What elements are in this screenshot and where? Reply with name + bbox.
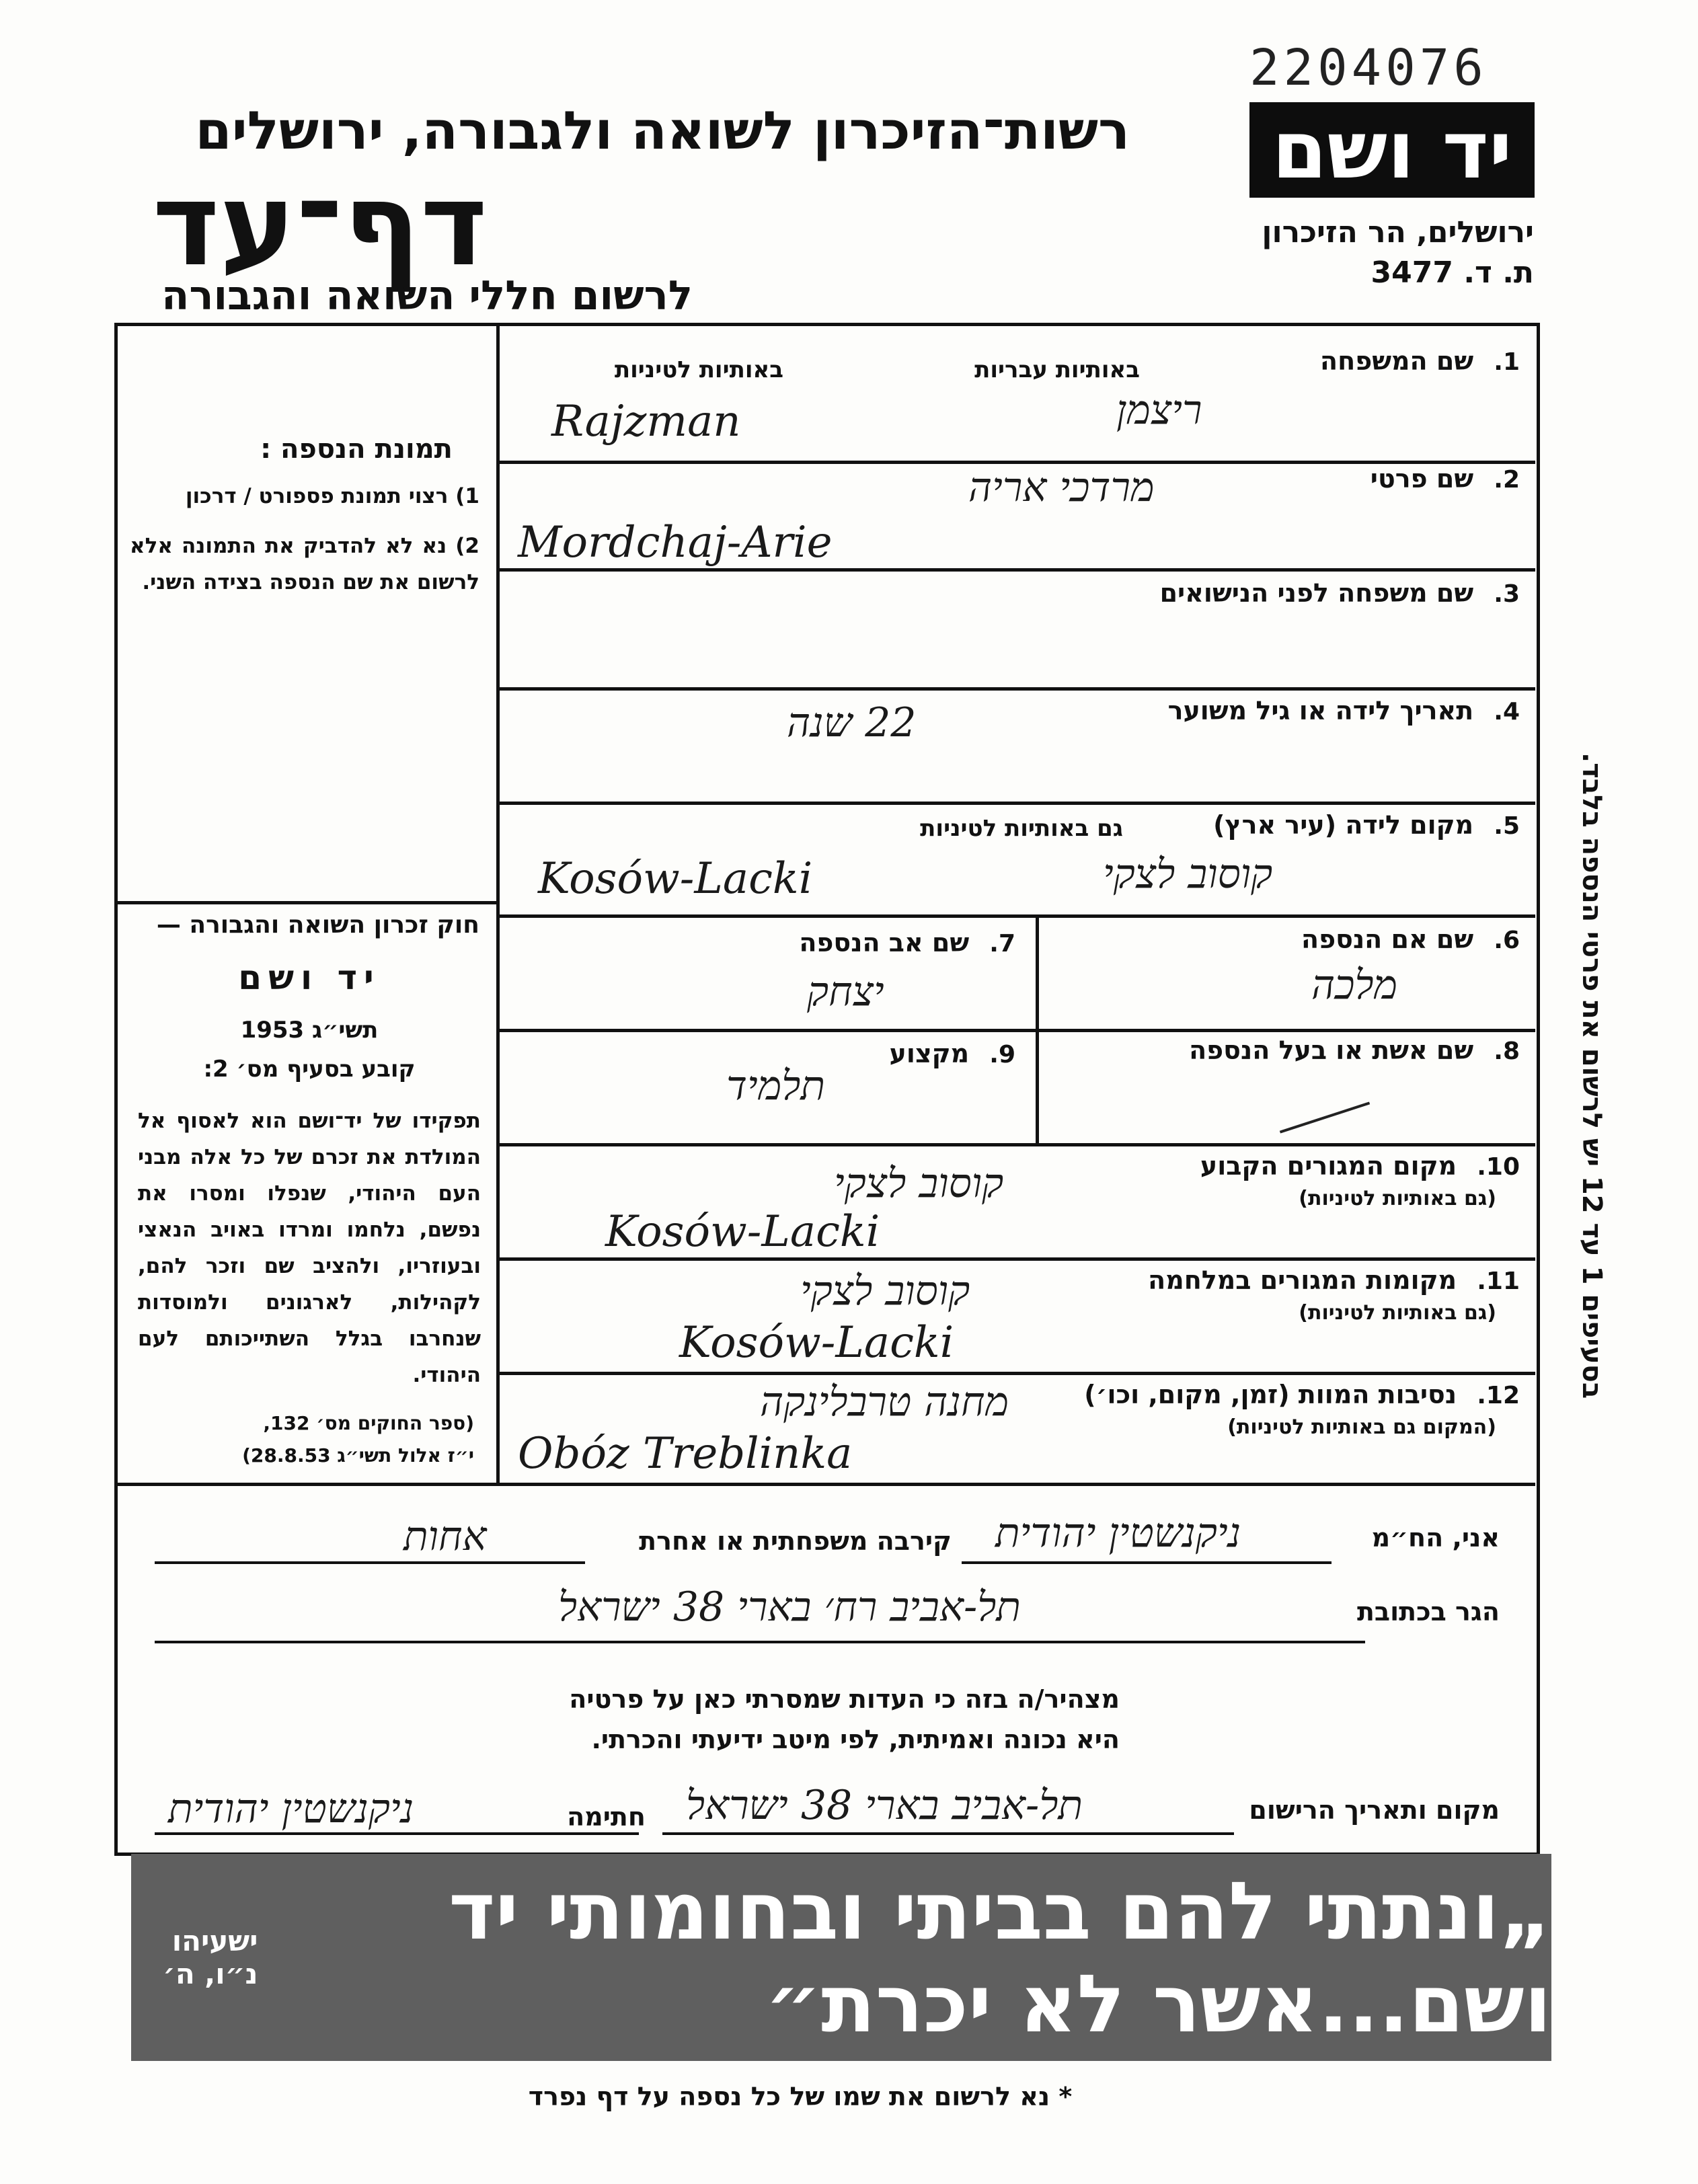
law-text: תפקידו של יד־ושם הוא לאסוף אל המולדת את זכרם של כל אלה מבני העם היהודי, שנפלו ומסרו את נפשם, נלחמו ומרדו באויב הנאצי ובעוזריו, ולהציב שם וזכר להם, לקהילות, לארגונים ולמוסדות שנחרבו בגלל השתייכותם לעם היהודי. [138, 1109, 481, 1387]
field-12-label [1084, 1380, 1520, 1409]
field-8-title: שם אשת או בעל הנספה [1189, 1036, 1474, 1065]
row-divider [496, 687, 1535, 691]
field-5-value-latin[interactable]: Kosów-Lacki [538, 854, 813, 904]
field-10-latin-note: (גם באותיות לטיניות) [1299, 1187, 1496, 1210]
field-11-title: מקומות המגורים במלחמה [1148, 1265, 1457, 1295]
institution-address [1262, 212, 1534, 293]
page-subtitle: לרשום חללי השואה והגבורה [161, 272, 693, 319]
field-7-label [799, 928, 1015, 958]
address-line: ירושלים, הר הזיכרון [1262, 215, 1534, 249]
field-2-num: 2. [1494, 466, 1520, 494]
side-instruction: בסעיפים 1 עד 12 יש לרשום את פרטי הנספה בלבד. [1576, 752, 1607, 1399]
sidebar-divider [496, 323, 500, 1486]
place-date-label: מקום ותאריך הרישום [1249, 1795, 1500, 1825]
law-name: יד ושם [238, 958, 381, 997]
field-5-label [1213, 810, 1520, 840]
field-12-value-hebrew[interactable]: מחנה טרבלינקה [760, 1378, 1009, 1426]
field-4-value[interactable]: 22 שנה [787, 699, 917, 746]
sidebar-section-divider [114, 901, 498, 904]
declarant-name-line [962, 1561, 1332, 1564]
field-11-num: 11. [1477, 1268, 1520, 1295]
address-label: הגר בכתובת [1356, 1597, 1500, 1627]
field-4-title: תאריך לידה או גיל משוער [1167, 696, 1474, 726]
field-10-num: 10. [1477, 1153, 1520, 1181]
banner-source: ישעיהו נ״ו, ה׳ [163, 1924, 258, 1990]
footer-note: * נא לרשום את שמו של כל נספה על דף נפרד [528, 2082, 1073, 2111]
field-10-title: מקום המגורים הקבוע [1200, 1151, 1457, 1181]
field-10-value-latin[interactable]: Kosów-Lacki [605, 1207, 880, 1257]
field-11-label [1148, 1265, 1520, 1295]
field-2-value-hebrew[interactable]: מרדכי אריה [968, 464, 1155, 511]
row-divider [496, 1029, 1535, 1032]
law-clause: קובע בסעיף מס׳ 2: [203, 1056, 416, 1083]
field-1-num: 1. [1494, 348, 1520, 376]
field-3-label [1160, 578, 1520, 608]
field-4-num: 4. [1494, 698, 1520, 726]
field-11-value-latin[interactable]: Kosów-Lacki [679, 1318, 954, 1368]
photo-note-1-num: 1) [455, 484, 479, 508]
row-divider [496, 1143, 1535, 1146]
signature-label: חתימה [567, 1802, 646, 1832]
field-4-label [1168, 696, 1520, 726]
statement-line-2: היא נכונה ואמיתית, לפי מיטב ידיעתי והכרתי. [591, 1725, 1120, 1754]
field-12-title: נסיבות המוות (זמן, מקום, וכו׳) [1084, 1380, 1457, 1409]
quote-banner [131, 1854, 1551, 2061]
field-9-num: 9. [989, 1041, 1015, 1068]
field-8-label [1189, 1036, 1520, 1065]
law-date: י״ז אלול תשי״ג 28.8.53) [242, 1444, 474, 1467]
law-year: תשי״ג 1953 [240, 1017, 379, 1044]
field-12-num: 12. [1477, 1382, 1520, 1409]
authority-name: רשות־הזיכרון לשואה ולגבורה, ירושלים [195, 101, 1130, 161]
column-split [1036, 914, 1039, 1143]
photo-note-2-text: נא לא להדביק את התמונה אלא לרשום את שם הנספה בצידה השני. [130, 534, 479, 594]
yad-vashem-logo: יד ושם [1249, 102, 1535, 198]
field-10-value-hebrew[interactable]: קוסוב לצקי [834, 1160, 1004, 1207]
field-6-value[interactable]: מלכה [1311, 962, 1398, 1009]
page-title: דף־עד [152, 159, 488, 292]
field-11-value-hebrew[interactable]: קוסוב לצקי [800, 1268, 970, 1315]
statement-line-1: מצהיר/ה בזה כי העדות שמסרתי כאן על פרטיה [569, 1684, 1120, 1714]
field-7-title: שם אב הנספה [799, 928, 970, 958]
row-divider [496, 1372, 1535, 1375]
photo-note-1-text: רצוי תמונת פספורט / דרכון [185, 484, 449, 508]
field-1-value-latin[interactable]: Rajzman [551, 397, 741, 446]
relation-line [155, 1561, 585, 1564]
photo-note-2 [130, 528, 479, 600]
signature[interactable]: ניקנשטין יהודית [168, 1785, 414, 1832]
field-9-value[interactable]: תלמיד [726, 1062, 825, 1109]
field-1-latin-column: באותיות לטיניות [614, 356, 783, 383]
row-divider [496, 802, 1535, 805]
field-2-title: שם פרטי [1370, 464, 1474, 494]
place-date-line [662, 1832, 1234, 1835]
photo-title: תמונת הנספה : [260, 434, 453, 465]
row-divider [496, 914, 1535, 918]
field-3-num: 3. [1494, 580, 1520, 608]
field-1-hebrew-column: באותיות עבריות [974, 356, 1140, 383]
field-7-num: 7. [989, 930, 1015, 958]
field-1-value-hebrew[interactable]: ריצמן [1116, 387, 1202, 434]
declarant-name[interactable]: ניקנשטין יהודית [995, 1510, 1241, 1557]
field-5-num: 5. [1494, 812, 1520, 840]
row-divider [496, 1257, 1535, 1261]
field-9-label [890, 1039, 1015, 1068]
row-divider [114, 1483, 1535, 1486]
law-reference: (ספר החוקים מס׳ 132, [263, 1412, 474, 1434]
place-date-value[interactable]: תל-אביב בארי 38 ישראל [686, 1782, 1083, 1829]
law-title: חוק זכרון השואה והגבורה — [156, 911, 479, 939]
declaration-i-am: אני, הח״מ [1371, 1523, 1500, 1553]
photo-note-1 [186, 484, 479, 508]
field-6-num: 6. [1494, 927, 1520, 954]
field-6-label [1301, 925, 1520, 954]
field-12-latin-note: (המקום גם באותיות לטיניות) [1227, 1415, 1496, 1439]
field-8-num: 8. [1494, 1038, 1520, 1065]
relation-value[interactable]: אחות [403, 1513, 487, 1560]
field-1-label [1320, 346, 1520, 376]
field-2-label [1371, 464, 1520, 494]
field-6-title: שם אם הנספה [1301, 925, 1474, 954]
field-5-latin-note: גם באותיות לטיניות [920, 815, 1123, 842]
field-1-title: שם המשפחה [1320, 346, 1474, 376]
address-line [155, 1641, 1365, 1643]
field-7-value[interactable]: יצחק [807, 968, 884, 1015]
field-2-value-latin[interactable]: Mordchaj-Arie [518, 518, 833, 568]
pobox-line: ת. ד. 3477 [1371, 256, 1534, 290]
photo-note-2-num: 2) [455, 534, 479, 558]
banner-quote: „ונתתי להם בביתי ובחומותי יד ושם...אשר לא יכרת״ [449, 1865, 1551, 2050]
field-3-title: שם משפחה לפני הנישואים [1159, 578, 1474, 608]
field-10-label [1200, 1151, 1520, 1181]
declarant-address[interactable]: תל-אביב רח׳ בארי 38 ישראל [558, 1584, 1021, 1631]
field-5-title: מקום לידה (עיר ארץ) [1213, 810, 1474, 840]
field-11-latin-note: (גם באותיות לטיניות) [1299, 1301, 1496, 1325]
serial-number: 2204076 [1249, 39, 1488, 97]
field-9-title: מקצוע [889, 1039, 970, 1068]
relation-label: קירבה משפחתית או אחרת [639, 1526, 952, 1556]
field-12-value-latin[interactable]: Obóz Treblinka [518, 1429, 853, 1479]
row-divider [496, 568, 1535, 572]
field-5-value-hebrew[interactable]: קוסוב לצקי [1103, 851, 1273, 898]
signature-line [155, 1832, 639, 1835]
